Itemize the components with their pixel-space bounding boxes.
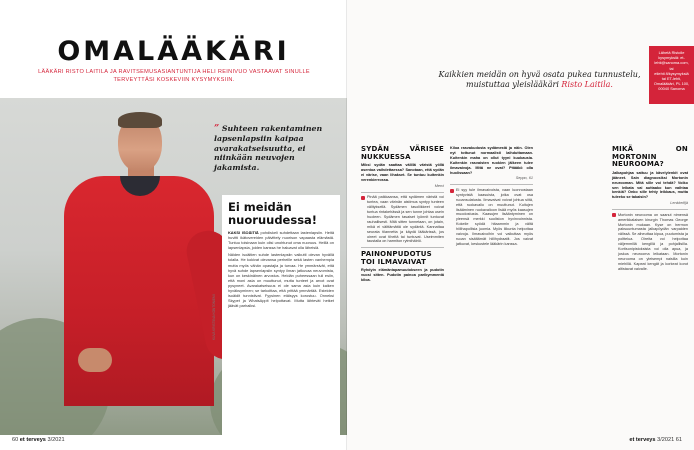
column-1	[361, 146, 444, 284]
col2-answer: Ei syy tule ilmavaivoista, vaan luonnostaan syntyvistä kaasuista, jotka ovat osa ruoansulatusta. Ilmavaivat voivat johtua siitä, että ruokavalio on muuttunut. Kuitujen lisääminen ruokavalioon lisää myös kaasujen muodostusta. Kaasujen lisääntyminen on yleensä merkki suoliston hyvinvoinnista. Kokeile syödä hitaammin ja vältä hiilihapollisia juomia. Myös liikunta helpottaa vaivoja. Ilmavaivoihin voi vaikuttaa myös ruoan sisältämät hiilihydraatit. Jos vaivat jatkuvat, keskustele lääkärin kanssa.	[450, 188, 533, 247]
col2-signature: Seppo, 61	[515, 176, 533, 181]
box-question	[228, 230, 334, 250]
folio-page-number: 60	[12, 437, 19, 443]
pull-quote-right-name: Risto Laitila.	[561, 80, 613, 89]
col1b-heading: PAINONPUDOTUS TOI ILMAVAIVAT	[361, 249, 432, 266]
box-question-text: pohdiskeli suhdettaan lastenlapsiin. Heitä huvitti ikätovereiden päivittely nuorison vapaasta elämästä. Tuntuu toisinaan kuin olisi unohtunut oma nuoruus. Heillä on lapsenlapsia, joiden kanssa he haluavat olla läheisiä.	[228, 230, 334, 251]
folio-brand: et terveys	[629, 437, 656, 443]
col1-signature: Mervi	[434, 183, 444, 188]
col3-heading: MIKÄ ON MORTONIN NEUROOMA?	[612, 145, 688, 169]
folio-brand: et terveys	[19, 437, 46, 443]
lead-text: LÄÄKÄRI RISTO LAITILA JA RAVITSEMUSASIANTUNTIJA HELI REINIVUO VASTAAVAT SINULLE TERVEYTTÄSI KOSKEVIIN KYSYMYKSIIN.	[38, 69, 310, 83]
photo-credit: KUVA KRISTIINA KONTONIEMI	[212, 294, 216, 340]
divider	[450, 184, 533, 185]
folio-issue: 3/2021	[47, 437, 65, 443]
col3-signature: Lenkkeilijä	[670, 201, 688, 206]
divider	[612, 209, 688, 210]
masthead: OMALÄÄKÄRI	[57, 36, 290, 67]
pull-quote-right-text: Kaikkien meidän on hyvä osata pukea tunnustelu, muistuttaa yleislääkäri	[438, 70, 641, 89]
folio-left	[12, 437, 65, 443]
divider	[361, 192, 444, 193]
box-title: Ei meidän nuoruudessa!	[228, 200, 318, 227]
box-question-label: KAKSI ISOÄITIÄ	[228, 230, 259, 235]
col1-question: Miksi sydän saattaa välillä väristä yöllä asentoa vaihdettaessa? Sanotaan, että sydän ei värise, vaan lihakset. Se tuntuu kuitenkin verenkierrossa.	[361, 163, 444, 182]
pull-quote-right	[437, 70, 642, 90]
right-page	[347, 0, 694, 450]
folio-right	[629, 437, 682, 443]
quote-mark-icon: ”	[214, 124, 220, 134]
col1b-question: Ryhdyin elämäntapamuutokseen ja pudotin vuosi sitten. Pudotin painoa parikymmentä kiloa.	[361, 268, 444, 282]
hair-shape	[118, 112, 162, 128]
column-3	[612, 146, 688, 274]
col3-question: Jalkapohjaa sattuu ja kävelylenkit ovat jääneet. Sain diagnoosiksi Mortonin neurooman. Mitä sille voi tehdä? Voiko sen leikata vai auttaako kun vaihtaa kenkiä? Onko sille tehty leikkaus, mutta tuleeko se takaisin?	[612, 170, 688, 200]
col3-answer: Mortonin neurooma on saanut nimensä amerikkalaisen kirurgin Thomas George Mortonin mukaan. Kyse on hermon paksuuntumasta jalkapöydän varpaiden välissä. Se aiheuttaa kipua, puutumista ja polttelua. Oireita voi helpottaa väljemmillä kengillä ja pohjallisilla. Kortisonipistoksista voi olla apua, ja joskus neurooma leikataan. Mortonin neurooma on yleisempi naisilla kuin miehillä. Kapeat kengät ja korkeat korot altistavat vaivalle.	[612, 213, 688, 272]
hand-shape	[78, 348, 112, 372]
contact-tab: Lähetä Ristolle kysymyksiä: et-lehti@sanoma.com, tai etlehti.fi/kysymyksiä tai ET-lehti, Omalääkäri, PL 100, 00040 Sanoma	[649, 46, 694, 104]
folio-issue: 3/2021	[657, 437, 675, 443]
col1-answer: Pinää paikkaansa, että sydämen väristä voi tuntea, vaan värinän aistimus syntyy tunteen välityksellä. Sydämen tasoliikkeet voivat tuntua rintakehässä ja sen tunne johtaa usein huoleen. Sydämen tasaiset lyönnit tuntuvat rauhallisesti. Mitä sitten tunnetaan, on jotain, mikä ei välttämättä ole sydäntä. Kannattaa seurata tilannetta ja käydä lääkärissä, jos oireet ovat tiheitä tai tuntuvat. Useimmiten taustalla on harmiton rytmihäiriö.	[361, 195, 444, 244]
divider	[361, 247, 444, 248]
pull-quote-left-text: Suhteen rakentaminen lapsenlapsiin kaipaa avarakatseisuutta, ei niinkään neuvojen jakamista.	[214, 124, 323, 172]
pull-quote-left	[214, 124, 332, 172]
question-box	[222, 195, 340, 435]
col1-heading: SYDÄN VÄRISEE NUKKUESSA	[361, 145, 444, 161]
box-answer: Näiden isoäitien suhde lastenlapsiin vaikutti olevan hyvällä tolalla. He kokivat olevansa perheille sekä lasten vanhempia mutta myös vähän opastajia ja turvaa. He ymmärsivät, että hyvä suhde lapsenlapsiin syntyy ilman jatkuvaa neuvomista, kun on keskinäinen arvostus. Heidän puheessaan tuli esiin, että moni asia on muuttunut, mutta tunteet ja arvot ovat pysyneet. Avarakatseisuus ei ole sama asia kuin kaiken hyväksyminen; se tarkoittaa, että yrittää ymmärtää. Esteiden isoäidit tunnistivat. Fyysinen etäisyys korostuu. Onneksi Skypet ja WhatsAppit helpottavat. Mutta lähtevät hetket jäävät parhaiksi.	[228, 252, 334, 309]
col2-question: Kiloa rasvakudosta sydämestä ja näin. Olen nyt tottunut normaalisti laihduttamaan. Kuitenkin maha on ollut tyyni kuukausia. Kuitenkin rasvaisten ruokien jälkeen tulee ilmavaivoja. Mitä ne ovat? Pitääkö olla huolissaan?	[450, 146, 533, 175]
column-2	[450, 146, 533, 249]
folio-page-number: 61	[675, 437, 682, 443]
